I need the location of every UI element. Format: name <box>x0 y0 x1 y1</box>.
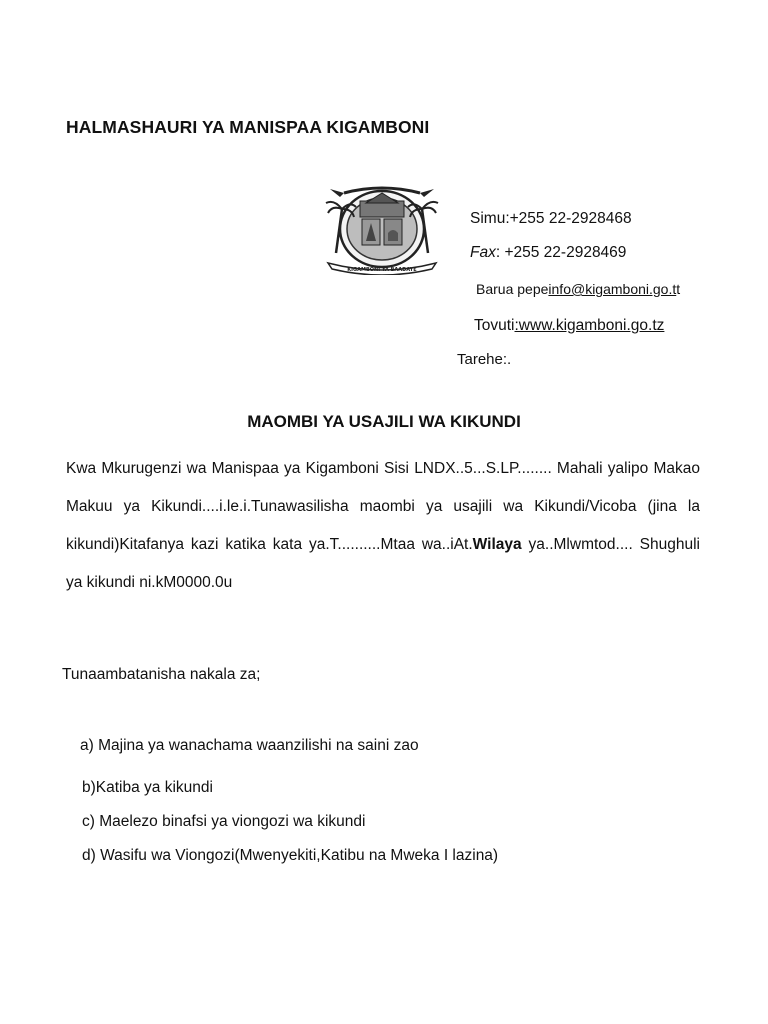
attachments-intro: Tunaambatanisha nakala za; <box>62 666 261 683</box>
phone-line: Simu:+255 22-2928468 <box>470 210 632 227</box>
attachment-item: d) Wasifu wa Viongozi(Mwenyekiti,Katibu na Mweka I lazina) <box>82 847 499 864</box>
email-tail: t <box>676 281 681 297</box>
email-label: Barua pepe <box>476 281 549 297</box>
attachment-item: c) Maelezo binafsi ya viongozi wa kikundi <box>82 813 366 830</box>
website-label: Tovuti <box>474 317 515 334</box>
letter-body <box>66 450 700 602</box>
body-bold-word: Wilaya <box>472 536 522 553</box>
body-text-part2: ya..Mlwmtod.... Shughuli ya kikundi ni.kM0000.0u <box>66 536 700 591</box>
municipal-seal-icon <box>322 183 442 275</box>
letter-subject: MAOMBI YA USAJILI WA KIKUNDI <box>247 412 521 431</box>
email-line <box>476 281 680 297</box>
attachment-item: a) Majina ya wanachama waanzilishi na saini zao <box>80 737 419 754</box>
seal-caption: KIGAMBONI YA BAADAYE <box>347 267 417 273</box>
fax-line <box>470 244 626 262</box>
fax-label: Fax <box>470 244 496 261</box>
date-field: Tarehe:. <box>457 351 512 368</box>
fax-value: : +255 22-2928469 <box>495 244 627 261</box>
website-line <box>474 317 664 335</box>
email-link[interactable]: info@kigamboni.go.t <box>548 281 677 297</box>
attachment-item: b)Katiba ya kikundi <box>82 779 213 796</box>
body-text-part1: Kwa Mkurugenzi wa Manispaa ya Kigamboni Sisi LNDX..5...S.LP........ Mahali yalipo Makao Makuu ya Kikundi....i.le.i.Tunawasilisha maombi ya usajili wa Kikundi/Vicoba (jina la kikundi)Kitafanya kazi katika kata ya.T..........Mtaa wa..iAt. <box>66 460 700 553</box>
org-title: HALMASHAURI YA MANISPAA KIGAMBONI <box>66 117 430 137</box>
website-link[interactable]: :www.kigamboni.go.tz <box>514 317 665 334</box>
